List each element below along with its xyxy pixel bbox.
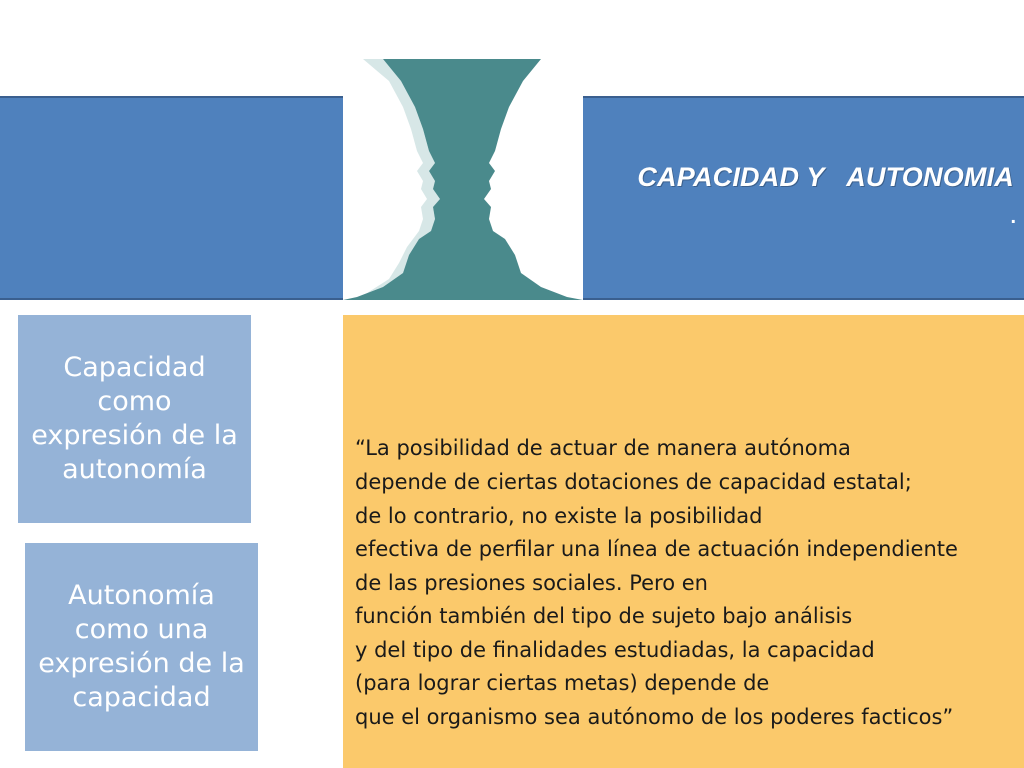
autonomy-box <box>25 543 258 751</box>
slide-title: CAPACIDAD Y AUTONOMIA <box>637 162 1014 192</box>
title-dot: . <box>1010 206 1016 228</box>
capacity-box <box>18 315 251 523</box>
quote-panel <box>343 315 1024 768</box>
faces-vase-illusion-icon <box>343 59 583 300</box>
quote-text: “La posibilidad de actuar de manera autónoma depende de ciertas dotaciones de capacidad estatal; de lo contrario, no existe la posibilidad efectiva de perfilar una línea de actuación independiente de las presiones sociales. Pero en función también del tipo de sujeto bajo análisis y del tipo de finalidades estudiadas, la capacidad (para lograr ciertas metas) depende de que el organismo sea autónomo de los poderes facticos” <box>355 436 958 730</box>
autonomy-box-label: Autonomía como una expresión de la capacidad <box>38 579 245 714</box>
capacity-box-label: Capacidad como expresión de la autonomía <box>31 351 238 486</box>
